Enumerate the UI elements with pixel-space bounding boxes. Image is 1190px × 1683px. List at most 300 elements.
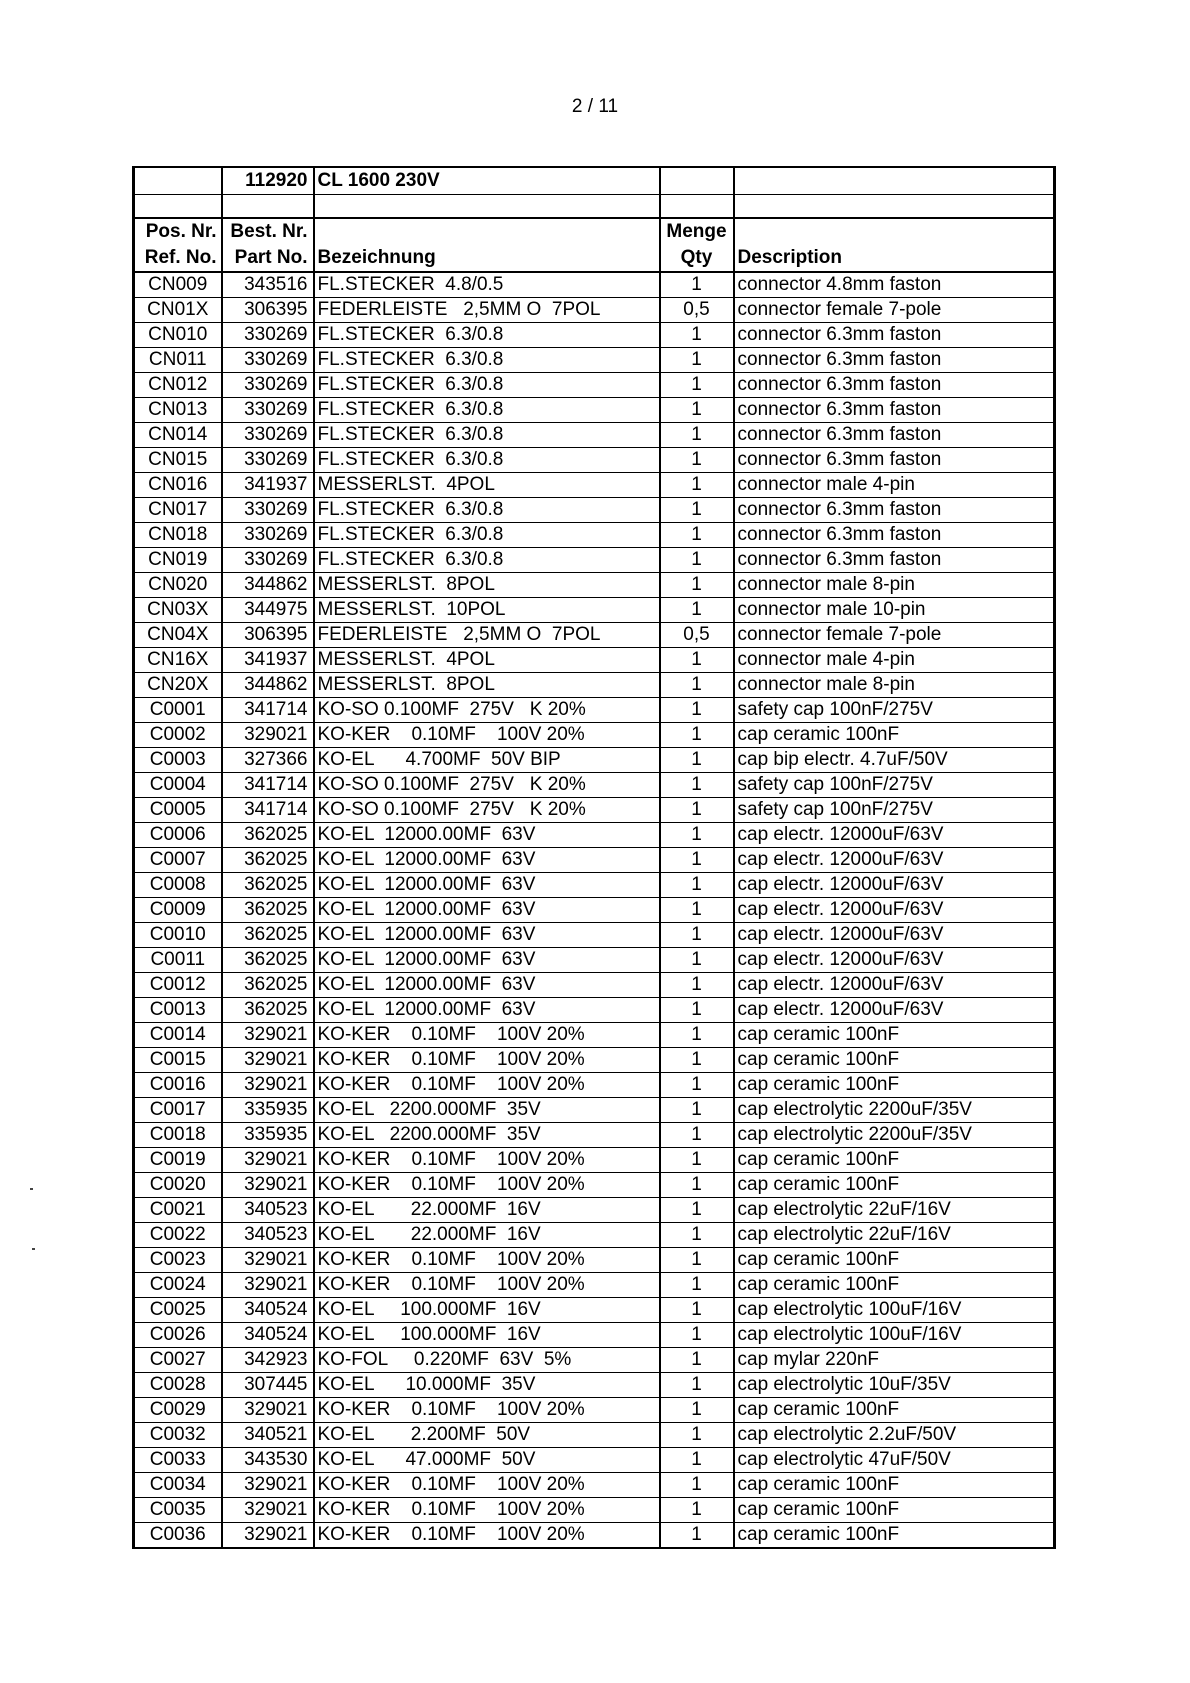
bezeichnung-cell: KO-EL 12000.00MF 63V [314,923,660,948]
table-row [134,348,1055,373]
table-row [134,1148,1055,1173]
part-no-cell: 330269 [222,373,314,398]
part-no-cell: 341714 [222,798,314,823]
ref-no-cell: C0009 [134,898,222,923]
header-qty-de: Menge [666,221,727,242]
part-no-cell: 330269 [222,423,314,448]
table-row [134,272,1055,298]
table-row [134,873,1055,898]
bezeichnung-cell: MESSERLST. 4POL [314,648,660,673]
part-no-cell: 362025 [222,873,314,898]
scan-speck [30,1188,33,1190]
description-cell: cap electr. 12000uF/63V [734,998,1055,1023]
qty-cell: 1 [660,673,734,698]
part-no-cell: 329021 [222,1248,314,1273]
table-row [134,323,1055,348]
bezeichnung-cell: FL.STECKER 6.3/0.8 [314,398,660,423]
table-row [134,1448,1055,1473]
header-description: Description [734,218,1055,272]
title-empty-cell [134,167,222,195]
table-row [134,1198,1055,1223]
bezeichnung-cell: KO-EL 2200.000MF 35V [314,1098,660,1123]
table-row [134,698,1055,723]
bezeichnung-cell: FL.STECKER 6.3/0.8 [314,498,660,523]
part-no-cell: 329021 [222,1473,314,1498]
bezeichnung-cell: KO-KER 0.10MF 100V 20% [314,1398,660,1423]
qty-cell: 1 [660,1298,734,1323]
qty-cell: 1 [660,1098,734,1123]
title-empty-cell [734,167,1055,195]
bezeichnung-cell: FL.STECKER 6.3/0.8 [314,448,660,473]
bezeichnung-cell: KO-KER 0.10MF 100V 20% [314,1523,660,1549]
description-cell: connector 4.8mm faston [734,272,1055,298]
part-no-cell: 340524 [222,1298,314,1323]
part-no-cell: 329021 [222,1398,314,1423]
qty-cell: 0,5 [660,623,734,648]
ref-no-cell: C0004 [134,773,222,798]
bezeichnung-cell: KO-SO 0.100MF 275V K 20% [314,773,660,798]
ref-no-cell: C0014 [134,1023,222,1048]
part-no-cell: 362025 [222,898,314,923]
qty-cell: 1 [660,473,734,498]
part-no-cell: 306395 [222,623,314,648]
table-row [134,623,1055,648]
part-no-cell: 340524 [222,1323,314,1348]
table-row [134,773,1055,798]
bezeichnung-cell: KO-EL 12000.00MF 63V [314,873,660,898]
description-cell: connector 6.3mm faston [734,398,1055,423]
ref-no-cell: C0010 [134,923,222,948]
qty-cell: 1 [660,498,734,523]
bezeichnung-cell: KO-EL 12000.00MF 63V [314,948,660,973]
part-no-cell: 327366 [222,748,314,773]
qty-cell: 1 [660,848,734,873]
qty-cell: 1 [660,1473,734,1498]
description-cell: connector 6.3mm faston [734,423,1055,448]
ref-no-cell: C0008 [134,873,222,898]
qty-cell: 1 [660,272,734,298]
bezeichnung-cell: KO-EL 12000.00MF 63V [314,998,660,1023]
part-no-cell: 329021 [222,1523,314,1549]
column-header-row [134,218,1055,272]
ref-no-cell: C0003 [134,748,222,773]
description-cell: cap ceramic 100nF [734,1048,1055,1073]
bezeichnung-cell: KO-EL 10.000MF 35V [314,1373,660,1398]
description-cell: cap electrolytic 22uF/16V [734,1223,1055,1248]
qty-cell: 1 [660,923,734,948]
ref-no-cell: C0002 [134,723,222,748]
bezeichnung-cell: KO-KER 0.10MF 100V 20% [314,1248,660,1273]
ref-no-cell: C0029 [134,1398,222,1423]
part-no-cell: 330269 [222,323,314,348]
bezeichnung-cell: KO-KER 0.10MF 100V 20% [314,1023,660,1048]
bezeichnung-cell: KO-EL 100.000MF 16V [314,1323,660,1348]
bezeichnung-cell: MESSERLST. 4POL [314,473,660,498]
bezeichnung-cell: KO-KER 0.10MF 100V 20% [314,1173,660,1198]
part-no-cell: 344975 [222,598,314,623]
ref-no-cell: C0025 [134,1298,222,1323]
description-cell: cap electr. 12000uF/63V [734,823,1055,848]
description-cell: connector 6.3mm faston [734,548,1055,573]
description-cell: cap electrolytic 2200uF/35V [734,1098,1055,1123]
table-row [134,1273,1055,1298]
bezeichnung-cell: MESSERLST. 8POL [314,573,660,598]
part-no-cell: 362025 [222,848,314,873]
ref-no-cell: C0019 [134,1148,222,1173]
header-part [222,218,314,272]
description-cell: connector female 7-pole [734,623,1055,648]
qty-cell: 1 [660,523,734,548]
description-cell: cap ceramic 100nF [734,1498,1055,1523]
qty-cell: 1 [660,548,734,573]
qty-cell: 1 [660,1173,734,1198]
bezeichnung-cell: FL.STECKER 6.3/0.8 [314,548,660,573]
qty-cell: 1 [660,1273,734,1298]
ref-no-cell: CN018 [134,523,222,548]
header-qty-en: Qty [680,247,713,268]
part-no-cell: 340523 [222,1223,314,1248]
part-no-cell: 335935 [222,1098,314,1123]
qty-cell: 1 [660,423,734,448]
qty-cell: 1 [660,823,734,848]
ref-no-cell: C0034 [134,1473,222,1498]
qty-cell: 1 [660,698,734,723]
page-number: 2 / 11 [571,96,619,117]
part-no-cell: 340521 [222,1423,314,1448]
table-row [134,1048,1055,1073]
description-cell: cap bip electr. 4.7uF/50V [734,748,1055,773]
ref-no-cell: C0023 [134,1248,222,1273]
description-cell: connector male 8-pin [734,573,1055,598]
ref-no-cell: CN01X [134,298,222,323]
qty-cell: 1 [660,648,734,673]
description-cell: connector male 4-pin [734,473,1055,498]
bezeichnung-cell: FL.STECKER 6.3/0.8 [314,423,660,448]
part-no-cell: 329021 [222,1273,314,1298]
ref-no-cell: C0033 [134,1448,222,1473]
bezeichnung-cell: KO-KER 0.10MF 100V 20% [314,723,660,748]
table-row [134,998,1055,1023]
qty-cell: 0,5 [660,298,734,323]
part-no-cell: 343516 [222,272,314,298]
part-no-cell: 330269 [222,348,314,373]
qty-cell: 1 [660,898,734,923]
bezeichnung-cell: FL.STECKER 6.3/0.8 [314,323,660,348]
description-cell: cap ceramic 100nF [734,1473,1055,1498]
table-row [134,448,1055,473]
part-no-cell: 329021 [222,1048,314,1073]
qty-cell: 1 [660,323,734,348]
qty-cell: 1 [660,1398,734,1423]
description-cell: cap ceramic 100nF [734,1173,1055,1198]
qty-cell: 1 [660,1023,734,1048]
ref-no-cell: C0007 [134,848,222,873]
part-no-cell: 341937 [222,648,314,673]
part-no-cell: 330269 [222,398,314,423]
description-cell: cap ceramic 100nF [734,1073,1055,1098]
table-row [134,1348,1055,1373]
description-cell: connector 6.3mm faston [734,323,1055,348]
bezeichnung-cell: KO-EL 2.200MF 50V [314,1423,660,1448]
qty-cell: 1 [660,1198,734,1223]
part-no-cell: 329021 [222,1023,314,1048]
qty-cell: 1 [660,1373,734,1398]
ref-no-cell: CN010 [134,323,222,348]
qty-cell: 1 [660,748,734,773]
bezeichnung-cell: KO-EL 100.000MF 16V [314,1298,660,1323]
description-cell: cap electr. 12000uF/63V [734,973,1055,998]
ref-no-cell: CN014 [134,423,222,448]
table-row [134,798,1055,823]
bezeichnung-cell: FL.STECKER 6.3/0.8 [314,373,660,398]
ref-no-cell: CN016 [134,473,222,498]
part-no-cell: 343530 [222,1448,314,1473]
bezeichnung-cell: KO-FOL 0.220MF 63V 5% [314,1348,660,1373]
table-row [134,423,1055,448]
part-no-cell: 330269 [222,548,314,573]
table-row [134,1248,1055,1273]
qty-cell: 1 [660,373,734,398]
table-row [134,1073,1055,1098]
bezeichnung-cell: MESSERLST. 10POL [314,598,660,623]
scan-speck [32,1248,35,1250]
ref-no-cell: C0021 [134,1198,222,1223]
table-row [134,1373,1055,1398]
table-row [134,823,1055,848]
description-cell: cap ceramic 100nF [734,1248,1055,1273]
table-row [134,1098,1055,1123]
table-row [134,1123,1055,1148]
header-pos [134,218,222,272]
table-row [134,973,1055,998]
description-cell: connector male 8-pin [734,673,1055,698]
description-cell: connector 6.3mm faston [734,448,1055,473]
bezeichnung-cell: KO-KER 0.10MF 100V 20% [314,1473,660,1498]
ref-no-cell: C0024 [134,1273,222,1298]
qty-cell: 1 [660,998,734,1023]
ref-no-cell: C0017 [134,1098,222,1123]
description-cell: connector male 4-pin [734,648,1055,673]
bezeichnung-cell: KO-KER 0.10MF 100V 20% [314,1498,660,1523]
ref-no-cell: C0032 [134,1423,222,1448]
ref-no-cell: CN011 [134,348,222,373]
ref-no-cell: CN019 [134,548,222,573]
bezeichnung-cell: KO-KER 0.10MF 100V 20% [314,1073,660,1098]
part-no-cell: 329021 [222,1148,314,1173]
qty-cell: 1 [660,348,734,373]
qty-cell: 1 [660,398,734,423]
part-no-cell: 341714 [222,698,314,723]
ref-no-cell: C0022 [134,1223,222,1248]
qty-cell: 1 [660,773,734,798]
description-cell: cap electrolytic 2.2uF/50V [734,1423,1055,1448]
table-row [134,1473,1055,1498]
table-row [134,898,1055,923]
part-no-cell: 341714 [222,773,314,798]
table-row [134,1323,1055,1348]
part-no-cell: 362025 [222,948,314,973]
qty-cell: 1 [660,1348,734,1373]
table-row [134,573,1055,598]
table-row [134,298,1055,323]
ref-no-cell: CN012 [134,373,222,398]
table-row [134,1523,1055,1549]
table-row [134,673,1055,698]
ref-no-cell: C0028 [134,1373,222,1398]
ref-no-cell: CN015 [134,448,222,473]
table-row [134,723,1055,748]
table-row [134,598,1055,623]
bezeichnung-cell: FL.STECKER 6.3/0.8 [314,523,660,548]
part-no-cell: 329021 [222,1073,314,1098]
part-no-cell: 362025 [222,923,314,948]
qty-cell: 1 [660,1523,734,1549]
part-no-cell: 329021 [222,1173,314,1198]
qty-cell: 1 [660,1323,734,1348]
bezeichnung-cell: KO-SO 0.100MF 275V K 20% [314,798,660,823]
description-cell: connector female 7-pole [734,298,1055,323]
description-cell: cap ceramic 100nF [734,1023,1055,1048]
table-row [134,1023,1055,1048]
qty-cell: 1 [660,723,734,748]
header-part-de: Best. Nr. [230,221,308,242]
bezeichnung-cell: KO-KER 0.10MF 100V 20% [314,1148,660,1173]
header-bezeichnung: Bezeichnung [314,218,660,272]
description-cell: cap electr. 12000uF/63V [734,848,1055,873]
part-no-cell: 344862 [222,573,314,598]
description-cell: safety cap 100nF/275V [734,798,1055,823]
part-no-cell: 342923 [222,1348,314,1373]
qty-cell: 1 [660,1248,734,1273]
part-no-cell: 335935 [222,1123,314,1148]
ref-no-cell: C0026 [134,1323,222,1348]
description-cell: cap ceramic 100nF [734,1148,1055,1173]
ref-no-cell: CN16X [134,648,222,673]
description-cell: cap electr. 12000uF/63V [734,923,1055,948]
table-row [134,1498,1055,1523]
ref-no-cell: C0012 [134,973,222,998]
description-cell: connector 6.3mm faston [734,523,1055,548]
table-row [134,1298,1055,1323]
ref-no-cell: C0036 [134,1523,222,1549]
header-pos-en: Ref. No. [144,247,217,268]
bezeichnung-cell: KO-EL 4.700MF 50V BIP [314,748,660,773]
part-no-cell: 362025 [222,998,314,1023]
qty-cell: 1 [660,798,734,823]
ref-no-cell: C0001 [134,698,222,723]
bezeichnung-cell: MESSERLST. 8POL [314,673,660,698]
description-cell: connector 6.3mm faston [734,498,1055,523]
bezeichnung-cell: FL.STECKER 6.3/0.8 [314,348,660,373]
description-cell: cap electr. 12000uF/63V [734,873,1055,898]
qty-cell: 1 [660,973,734,998]
description-cell: cap mylar 220nF [734,1348,1055,1373]
bezeichnung-cell: KO-EL 22.000MF 16V [314,1223,660,1248]
description-cell: cap electrolytic 100uF/16V [734,1323,1055,1348]
bezeichnung-cell: KO-EL 12000.00MF 63V [314,973,660,998]
qty-cell: 1 [660,1123,734,1148]
bezeichnung-cell: FEDERLEISTE 2,5MM O 7POL [314,623,660,648]
description-cell: connector 6.3mm faston [734,373,1055,398]
description-cell: cap electrolytic 22uF/16V [734,1198,1055,1223]
bezeichnung-cell: KO-EL 12000.00MF 63V [314,898,660,923]
part-no-cell: 306395 [222,298,314,323]
qty-cell: 1 [660,1223,734,1248]
header-part-en: Part No. [234,247,308,268]
table-row [134,748,1055,773]
part-no-cell: 341937 [222,473,314,498]
bezeichnung-cell: KO-KER 0.10MF 100V 20% [314,1048,660,1073]
qty-cell: 1 [660,573,734,598]
part-no-cell: 330269 [222,448,314,473]
table-row [134,648,1055,673]
ref-no-cell: C0015 [134,1048,222,1073]
table-row [134,923,1055,948]
table-row [134,498,1055,523]
table-row [134,1223,1055,1248]
description-cell: cap electr. 12000uF/63V [734,948,1055,973]
bezeichnung-cell: FL.STECKER 4.8/0.5 [314,272,660,298]
bezeichnung-cell: FEDERLEISTE 2,5MM O 7POL [314,298,660,323]
table-row [134,1398,1055,1423]
description-cell: connector male 10-pin [734,598,1055,623]
part-no-cell: 329021 [222,723,314,748]
ref-no-cell: C0005 [134,798,222,823]
ref-no-cell: CN04X [134,623,222,648]
table-row [134,548,1055,573]
bezeichnung-cell: KO-SO 0.100MF 275V K 20% [314,698,660,723]
table-row [134,373,1055,398]
ref-no-cell: C0020 [134,1173,222,1198]
description-cell: safety cap 100nF/275V [734,698,1055,723]
part-no-cell: 307445 [222,1373,314,1398]
part-no-cell: 329021 [222,1498,314,1523]
title-row [134,167,1055,195]
header-pos-de: Pos. Nr. [145,221,217,242]
bezeichnung-cell: KO-KER 0.10MF 100V 20% [314,1273,660,1298]
model-name: CL 1600 230V [314,167,660,195]
ref-no-cell: CN017 [134,498,222,523]
table-row [134,948,1055,973]
qty-cell: 1 [660,1048,734,1073]
description-cell: cap electr. 12000uF/63V [734,898,1055,923]
ref-no-cell: CN009 [134,272,222,298]
qty-cell: 1 [660,598,734,623]
part-no-cell: 362025 [222,973,314,998]
ref-no-cell: C0011 [134,948,222,973]
qty-cell: 1 [660,873,734,898]
ref-no-cell: CN013 [134,398,222,423]
ref-no-cell: C0016 [134,1073,222,1098]
description-cell: cap ceramic 100nF [734,1273,1055,1298]
ref-no-cell: CN020 [134,573,222,598]
title-empty-cell [660,167,734,195]
part-no-cell: 362025 [222,823,314,848]
qty-cell: 1 [660,1423,734,1448]
bezeichnung-cell: KO-EL 12000.00MF 63V [314,823,660,848]
table-row [134,398,1055,423]
table-row [134,1173,1055,1198]
ref-no-cell: C0006 [134,823,222,848]
bezeichnung-cell: KO-EL 2200.000MF 35V [314,1123,660,1148]
parts-list-table [132,166,1056,1549]
qty-cell: 1 [660,1498,734,1523]
table-row [134,473,1055,498]
qty-cell: 1 [660,448,734,473]
part-no-cell: 330269 [222,523,314,548]
part-no-cell: 330269 [222,498,314,523]
description-cell: cap ceramic 100nF [734,723,1055,748]
